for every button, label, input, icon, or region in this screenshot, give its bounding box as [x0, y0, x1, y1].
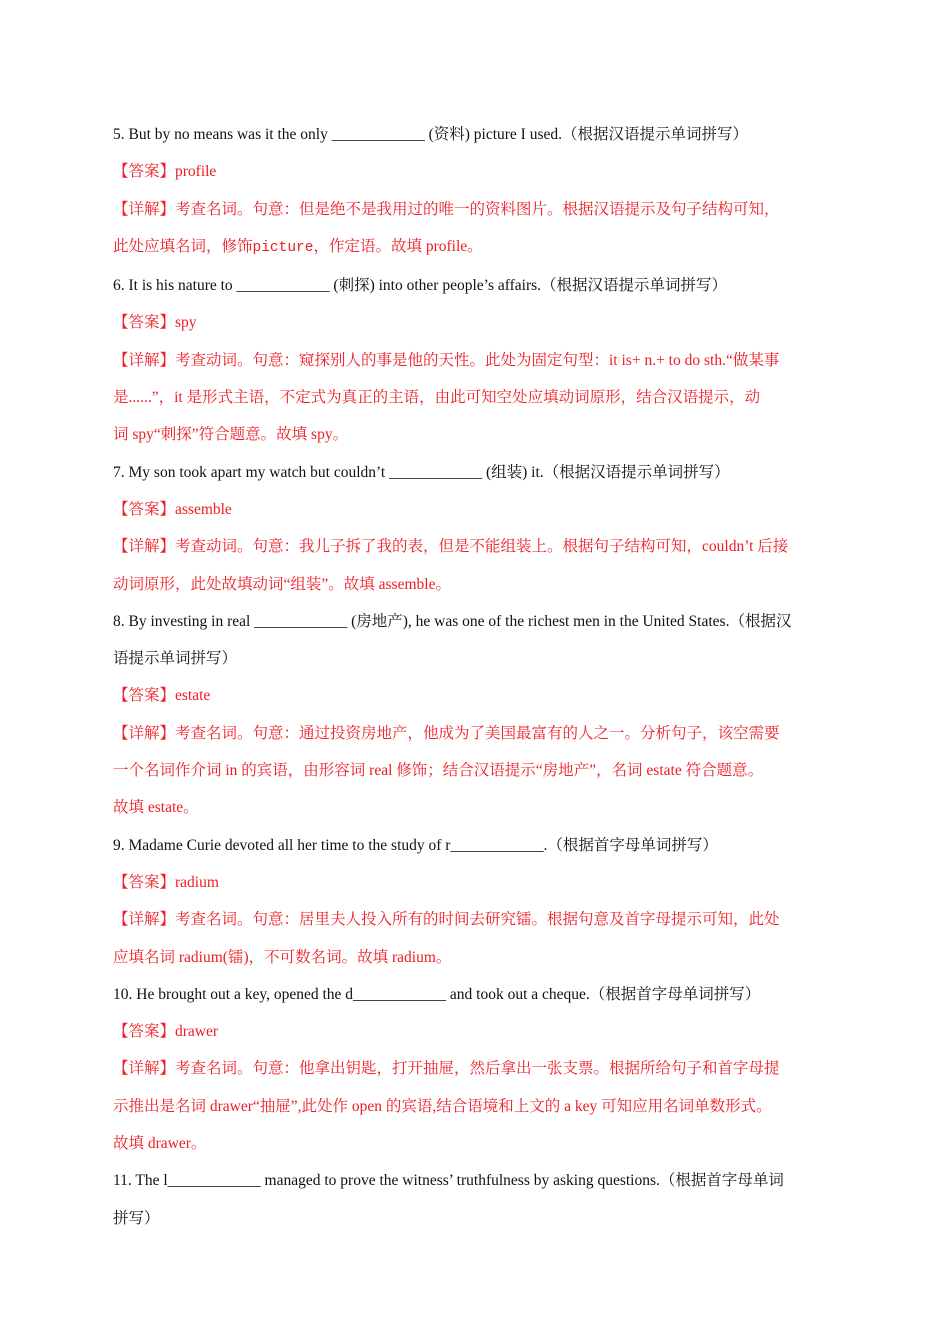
- explanation-5-line-2-head: 此处应填名词，修饰: [113, 237, 253, 255]
- explanation-10-line-1: 【详解】考查名词。句意：他拿出钥匙，打开抽屉，然后拿出一张支票。根据所给句子和首字母提: [113, 1060, 780, 1078]
- question-5: 5. But by no means was it the only ____________ (资料) picture I used.（根据汉语提示单词拼写）: [113, 126, 749, 143]
- explanation-9-line-2: 应填名词 radium(镭)，不可数名词。故填 radium。: [113, 948, 452, 966]
- answer-7: 【答案】assemble: [113, 500, 232, 518]
- explanation-7-line-1: 【详解】考查动词。句意：我儿子拆了我的表，但是不能组装上。根据句子结构可知，couldn’t 后接: [113, 538, 789, 556]
- explanation-8-line-1: 【详解】考查名词。句意：通过投资房地产，他成为了美国最富有的人之一。分析句子，该空需要: [113, 724, 780, 742]
- explanation-5-line-2-tail: ，作定语。故填 profile。: [313, 237, 483, 255]
- question-7: 7. My son took apart my watch but couldn’t ____________ (组装) it.（根据汉语提示单词拼写）: [113, 463, 730, 481]
- question-9: 9. Madame Curie devoted all her time to the study of r____________.（根据首字母单词拼写）: [113, 836, 718, 854]
- question-10: 10. He brought out a key, opened the d____________ and took out a cheque.（根据首字母单词拼写）: [113, 985, 761, 1003]
- explanation-6-line-3: 词 spy“刺探”符合题意。故填 spy。: [113, 426, 349, 444]
- question-6: 6. It is his nature to ____________ (刺探) into other people’s affairs.（根据汉语提示单词拼写）: [113, 277, 728, 295]
- question-11-line-2: 拼写）: [113, 1209, 160, 1227]
- answer-5: 【答案】profile: [113, 163, 217, 181]
- explanation-6-line-2: 是......”，it 是形式主语，不定式为真正的主语，由此可知空处应填动词原形，结合汉语提示，动: [113, 389, 761, 407]
- explanation-6-line-1: 【详解】考查动词。句意：窥探别人的事是他的天性。此处为固定句型：it is+ n.+ to do sth.“做某事: [113, 351, 780, 369]
- question-11-line-1: 11. The l____________ managed to prove the witness’ truthfulness by asking questions.（根据首字母单词: [113, 1172, 784, 1190]
- question-8-line-2: 语提示单词拼写）: [113, 650, 238, 668]
- explanation-10-line-2: 示推出是名词 drawer“抽屉”,此处作 open 的宾语,结合语境和上文的 a key 可知应用名词单数形式。: [113, 1097, 772, 1115]
- answer-6: 【答案】spy: [113, 314, 197, 332]
- explanation-10-line-3: 故填 drawer。: [113, 1135, 207, 1153]
- answer-8: 【答案】estate: [113, 687, 211, 705]
- explanation-8-line-3: 故填 estate。: [113, 799, 199, 817]
- explanation-5-line-1: 【详解】考查名词。句意：但是绝不是我用过的唯一的资料图片。根据汉语提示及句子结构可知，: [113, 200, 780, 218]
- explanation-5-line-2: [113, 228, 838, 267]
- explanation-8-line-2: 一个名词作介词 in 的宾语，由形容词 real 修饰；结合汉语提示“房地产”，名词 estate 符合题意。: [113, 762, 764, 780]
- answer-10: 【答案】drawer: [113, 1023, 219, 1041]
- question-8-line-1: 8. By investing in real ____________ (房地产), he was one of the richest men in the United States.（根据汉: [113, 612, 792, 630]
- explanation-9-line-1: 【详解】考查名词。句意：居里夫人投入所有的时间去研究镭。根据句意及首字母提示可知，此处: [113, 911, 780, 929]
- exercise-list: [113, 116, 838, 1237]
- answer-9: 【答案】radium: [113, 873, 219, 891]
- explanation-7-line-2: 动词原形，此处故填动词“组装”。故填 assemble。: [113, 575, 451, 593]
- explanation-5-code-word: picture: [252, 239, 314, 256]
